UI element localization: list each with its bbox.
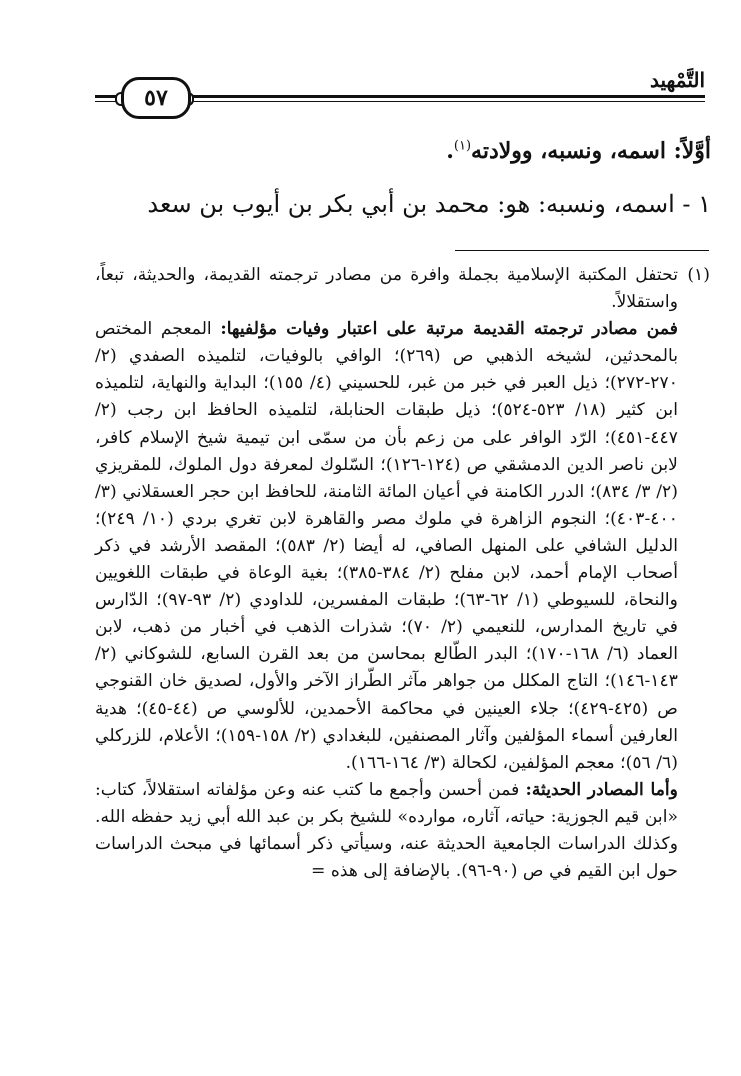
footnote-body (95, 262, 678, 885)
body-paragraph: ١ - اسمه، ونسبه: هو: محمد بن أبي بكر بن أيوب بن سعد (147, 190, 711, 218)
footnote-paragraph-3 (95, 777, 678, 885)
page-header (95, 62, 705, 122)
footnote-ref[interactable]: (١) (453, 138, 472, 154)
heading-period: . (446, 138, 454, 164)
footnote-separator (455, 250, 709, 251)
footnote-paragraph-1: تحتفل المكتبة الإسلامية بجملة وافرة من مصادر ترجمته القديمة، والحديثة، تبعاً، واستقلالاً. (95, 265, 678, 313)
footnote-paragraph-2 (95, 316, 678, 777)
heading-text: أوَّلاً: اسمه، ونسبه، وولادته (471, 138, 711, 164)
old-sources-list: المعجم المختص بالمحدثين، لشيخه الذهبي ص (٢٦٩)؛ الوافي بالوفيات، لتلميذه الصفدي (٢/ ٢٧٠-٢٧٢)؛ ذيل العبر في خبر من غبر، للحسيني (٤/ ١٥٥)؛ البداية والنهاية، لتلميذه ابن كثير (١٨/ ٥٢٣-٥٢٤)؛ ذيل طبقات الحنابلة، لتلميذه الحافظ ابن رجب (٢/ ٤٤٧-٤٥١)؛ الرّد الوافر على من زعم بأن من سمّى ابن تيمية شيخ الإسلام كافر، لابن ناصر الدين الدمشقي ص (١٢٤-١٢٦)؛ السّلوك لمعرفة دول الملوك، للمقريزي (٢/ ٣/ ٨٣٤)؛ الدرر الكامنة في أعيان المائة الثامنة، للحافظ ابن حجر العسقلاني (٣/ ٤٠٠-٤٠٣)؛ النجوم الزاهرة في ملوك مصر والقاهرة لابن تغري بردي (١٠/ ٢٤٩)؛ الدليل الشافي على المنهل الصافي، له أيضا (٢/ ٥٨٣)؛ المقصد الأرشد في ذكر أصحاب الإمام أحمد، لابن مفلح (٢/ ٣٨٤-٣٨٥)؛ بغية الوعاة في طبقات اللغويين والنحاة، للسيوطي (١/ ٦٢-٦٣)؛ طبقات المفسرين، للداودي (٢/ ٩٣-٩٧)؛ الدّارس في تاريخ المدارس، للنعيمي (٢/ ٧٠)؛ شذرات الذهب في أخبار من ذهب، لابن العماد (٦/ ١٦٨-١٧٠)؛ البدر الطّالع بمحاسن من بعد القرن السابع، للشوكاني (٢/ ١٤٣-١٤٦)؛ التاج المكلل من جواهر مآثر الطّراز الآخر والأول، لصديق خان القنوجي ص (٤٢٥-٤٢٩)؛ جلاء العينين في محاكمة الأحمدين، للألوسي ص (٤٤-٤٥)؛ هدية العارفين أسماء المؤلفين وآثار المصنفين، للبغدادي (٢/ ١٥٨-١٥٩)؛ الأعلام، للزركلي (٦/ ٥٦)؛ معجم المؤلفين، لكحالة (٣/ ١٦٤-١٦٦). (95, 319, 679, 773)
modern-sources-lead: وأما المصادر الحديثة: (525, 779, 678, 800)
running-title: التَّمْهيد (650, 68, 705, 92)
section-heading (61, 138, 711, 164)
modern-sources-text: فمن أحسن وأجمع ما كتب عنه وعن مؤلفاته استقلالاً، كتاب: «ابن قيم الجوزية: حياته، آثاره، موارده» للشيخ بكر بن عبد الله أبي زيد حفظه الله. وكذلك الدراسات الجامعية الحديثة عنه، وسيأتي ذكر أسمائها في مبحث الدراسات حول ابن القيم في ص (٩٠-٩٦). بالإضافة إلى هذه = (95, 779, 678, 882)
footnote-number: (١) (687, 265, 710, 285)
page-number-badge (121, 77, 191, 119)
page-number: ٥٧ (144, 85, 168, 111)
footnotes-block (95, 262, 710, 885)
old-sources-lead: فمن مصادر ترجمته القديمة مرتبة على اعتبار وفيات مؤلفيها: (220, 319, 678, 340)
